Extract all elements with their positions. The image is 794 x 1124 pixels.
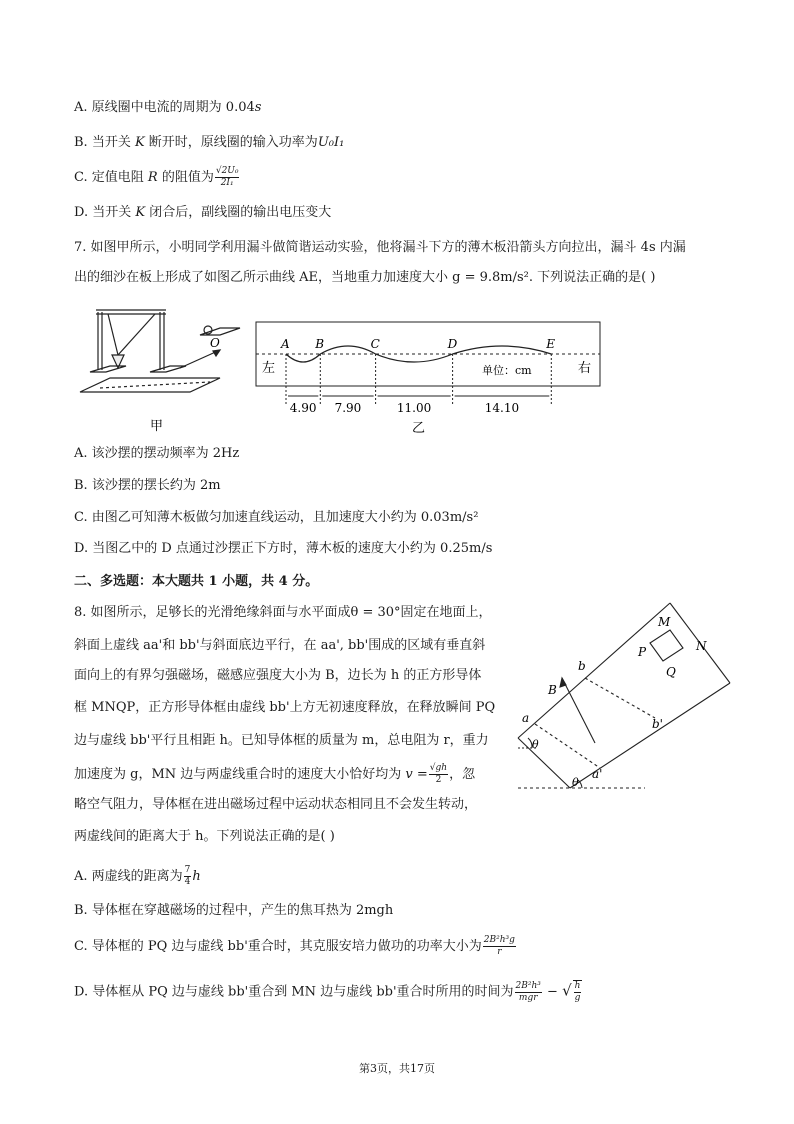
q8-option-d [74, 980, 583, 1004]
q6-option-c [74, 166, 240, 189]
fraction-denominator: 2 [435, 775, 442, 785]
fraction-numerator: √gh [429, 763, 448, 773]
dashed-line-aa [535, 724, 600, 768]
q7-stem-line-1: 7. 如图甲所示，小明同学利用漏斗做简谐运动实验，他将漏斗下方的薄木板沿箭头方向拉出，漏斗 4s 内漏 [74, 240, 686, 255]
magnetic-field-arrow [562, 678, 595, 743]
q8-line-7: 略空气阻力，导体框在进出磁场过程中运动状态相同且不会发生转动， [74, 797, 478, 812]
q6-option-b-text: B. 当开关 [74, 135, 135, 150]
q8-option-a-text: A. 两虚线的距离为 [74, 869, 183, 884]
fraction-denominator: mgr [518, 992, 538, 1003]
q6-option-d-rest: 闭合后，副线圈的输出电压变大 [145, 205, 332, 220]
q8-option-a-fraction [184, 865, 192, 888]
fraction-denominator: 4 [184, 877, 191, 887]
fraction-numerator: h [574, 981, 581, 991]
q8-line-5: 边与虚线 bb'平行且相距 h。已知导体框的质量为 m，总电阻为 r，重力 [74, 733, 489, 748]
q8-option-a-tail: h [192, 869, 201, 884]
q6-option-b-k: K [134, 135, 145, 150]
segment-length-label: 4.90 [289, 401, 317, 415]
q7-option-d: D. 当图乙中的 D 点通过沙摆正下方时，薄木板的速度大小约为 0.25m/s [74, 541, 493, 556]
q8-figure [510, 598, 735, 803]
q6-option-b-expr: U₀I₁ [317, 135, 345, 150]
point-label-E: E [546, 337, 556, 351]
point-label-C: C [370, 337, 380, 351]
q8-line-6 [74, 763, 475, 786]
q6-option-c-fraction [215, 166, 240, 189]
page-footer: 第3页，共17页 [359, 1062, 435, 1075]
q8-option-d-root-fraction [573, 980, 583, 1004]
label-a-prime: a' [592, 767, 603, 781]
sqrt-sign: √ [562, 981, 572, 1000]
q6-option-d [74, 203, 331, 223]
q7-stem-line-2: 出的细沙在板上形成了如图乙所示曲线 AE，当地重力加速度大小 g = 9.8m/s². 下列说法正确的是( ) [74, 270, 656, 285]
unit-label: 单位：cm [482, 364, 532, 377]
q6-option-b [74, 133, 344, 153]
q6-option-b-rest: 断开时，原线圈的输入功率为 [144, 135, 318, 150]
q8-option-d-text: D. 导体框从 PQ 边与虚线 bb'重合到 MN 边与虚线 bb'重合时所用的时间为 [74, 984, 514, 1000]
q6-option-a-text: A. 原线圈中电流的周期为 [74, 100, 226, 115]
right-label: 右 [578, 361, 592, 376]
q8-line-6-text: 加速度为 g，MN 边与两虚线重合时的速度大小恰好均为 [74, 767, 402, 782]
dashed-line-bb [585, 678, 655, 718]
theta-label-bottom: θ [572, 776, 579, 789]
label-b-field: B [548, 683, 557, 697]
pendulum-string [108, 314, 118, 355]
q8-option-d-fraction [515, 981, 542, 1004]
board-outline [256, 322, 600, 386]
fraction-denominator: g [574, 993, 581, 1003]
fraction-denominator: r [497, 947, 502, 957]
figure-yi-caption: 乙 [412, 421, 426, 436]
label-b-prime: b' [652, 717, 663, 731]
segment-length-label: 14.10 [484, 401, 520, 415]
incline-top-edge [518, 603, 670, 738]
label-a: a [522, 711, 530, 725]
segment-length-label: 7.90 [334, 401, 362, 415]
q8-option-a [74, 865, 201, 888]
fraction-numerator: 2B²h³g [483, 935, 515, 945]
q8-line-4: 框 MNQP，正方形导体框由虚线 bb'上方无初速度释放，在释放瞬间 PQ [74, 700, 496, 715]
velocity-fraction [429, 763, 448, 786]
q6-option-c-text: C. 定值电阻 [74, 170, 148, 185]
q6-option-a-value: 0.04 [225, 100, 255, 115]
q6-option-d-text: D. 当开关 [74, 205, 136, 220]
segment-length-label: 11.00 [396, 401, 432, 415]
q8-line-2: 斜面上虚线 aa'和 bb'与斜面底边平行，在 aa', bb'围成的区域有垂直斜 [74, 638, 486, 653]
label-n: N [696, 639, 707, 653]
point-label-D: D [447, 337, 458, 351]
point-label-B: B [315, 337, 325, 351]
q8-option-c [74, 935, 517, 958]
label-p: P [638, 645, 647, 659]
fraction-denominator: 2I₁ [220, 178, 234, 188]
q7-option-c: C. 由图乙可知薄木板做匀加速直线运动，且加速度大小约为 0.03m/s² [74, 510, 479, 525]
q6-option-d-k: K [135, 205, 146, 220]
velocity-tail: ，忽 [449, 767, 476, 782]
velocity-lhs: v = [405, 767, 428, 782]
label-m: M [658, 615, 671, 629]
left-label: 左 [262, 361, 276, 376]
q7-figure-jia [70, 300, 245, 440]
fraction-numerator: √2U₀ [215, 166, 239, 176]
theta-label-top: θ [532, 738, 539, 751]
point-labels [280, 337, 555, 351]
q7-option-b: B. 该沙摆的摆长约为 2m [74, 478, 221, 493]
incline-left-edge [518, 738, 570, 788]
q7-figure-yi [252, 318, 604, 436]
q6-option-a [74, 98, 261, 118]
q8-option-b: B. 导体框在穿越磁场的过程中，产生的焦耳热为 2mgh [74, 903, 394, 918]
figure-jia-caption: 甲 [150, 419, 164, 434]
q8-option-c-fraction [483, 935, 516, 958]
q8-line-3: 面向上的有界匀强磁场，磁感应强度大小为 B，边长为 h 的正方形导体 [74, 668, 482, 683]
square-frame [650, 630, 683, 661]
q8-line-8: 两虚线间的距离大于 h。下列说法正确的是( ) [74, 829, 335, 844]
pivot-label: O [210, 336, 220, 350]
label-b: b [578, 659, 586, 673]
q8-option-d-minus: − [542, 984, 563, 1000]
q6-option-a-unit: s [254, 100, 262, 115]
q6-option-c-rest: 的阻值为 [157, 170, 214, 185]
q6-option-c-r: R [147, 170, 158, 185]
q7-option-a: A. 该沙摆的摆动频率为 2Hz [74, 446, 240, 461]
segment-labels [288, 396, 549, 415]
q8-option-c-text: C. 导体框的 PQ 边与虚线 bb'重合时，其克服安培力做功的功率大小为 [74, 939, 482, 954]
section2-heading: 二、多选题：本大题共 1 小题，共 4 分。 [74, 574, 319, 589]
label-q: Q [666, 665, 676, 679]
sand-trace [100, 382, 210, 388]
q8-line-1: 8. 如图所示，足够长的光滑绝缘斜面与水平面成θ = 30°固定在地面上， [74, 605, 492, 620]
fraction-numerator: 2B²h³ [515, 980, 541, 991]
point-label-A: A [281, 337, 290, 351]
fraction-numerator: 7 [184, 865, 191, 875]
